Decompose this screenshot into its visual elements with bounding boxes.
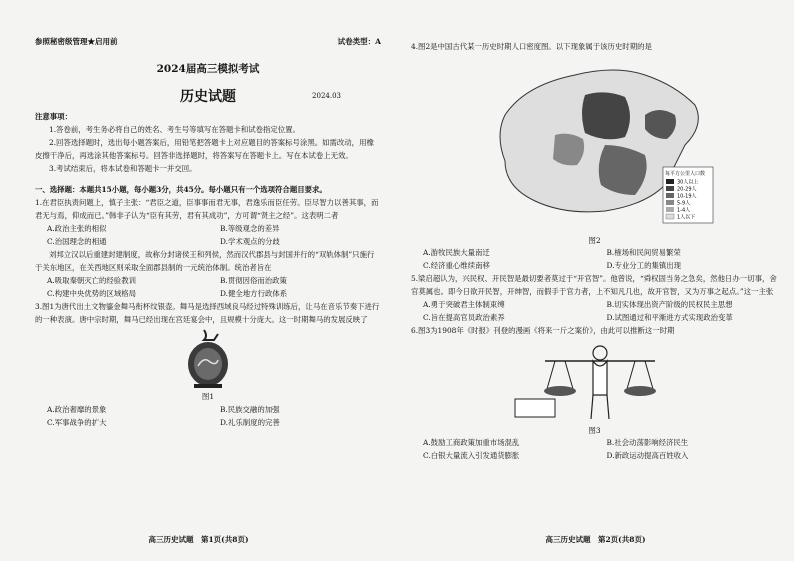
option: C.旨在提高官员政治素养 bbox=[423, 313, 505, 322]
option: A.游牧民族大量南迁 bbox=[423, 248, 490, 257]
figure-caption: 图2 bbox=[588, 236, 601, 245]
legend-item: 30人以上 bbox=[676, 179, 698, 186]
option: A.鼓励工商政策加重市场混乱 bbox=[423, 438, 520, 447]
option: D.试图通过和平渐进方式实现政治变革 bbox=[606, 313, 733, 322]
subject: 历史试题 bbox=[180, 89, 236, 105]
legend-item: 20-29人 bbox=[676, 186, 697, 193]
option: D.新政运动提高百姓收入 bbox=[606, 451, 689, 460]
option: A.勇于突破君主体制束缚 bbox=[423, 300, 505, 309]
option: A.政治主张的相似 bbox=[47, 224, 107, 233]
legend-item: 1人以下 bbox=[676, 214, 695, 221]
option: C.军事战争的扩大 bbox=[47, 418, 107, 427]
question-4: 4.图2是中国古代某一历史时期人口密度图。以下现象属于该历史时期的是 bbox=[411, 42, 652, 51]
option: B.贯彻因俗而治政策 bbox=[220, 276, 287, 285]
option: C.构建中央优势的区域格局 bbox=[47, 289, 137, 298]
page-footer: 高三历史试题 第2页(共8页) bbox=[545, 535, 646, 544]
question-6: 6.图3为1908年《时报》刊登的漫画《将来一斤之案价》，由此可以推断这一时期 bbox=[411, 326, 675, 335]
option: C.白银大量流入引发通货膨胀 bbox=[423, 451, 520, 460]
option: C.经济重心维续南移 bbox=[423, 261, 490, 270]
option: A.吸取秦朝灭亡的经验教训 bbox=[47, 276, 136, 285]
question-3-options bbox=[35, 403, 381, 429]
cartoon-image bbox=[505, 339, 685, 425]
population-density-map bbox=[465, 55, 725, 235]
notice-item: 2.回答选择题时，选出每小题答案后，用铅笔把答题卡上对应题目的答案标号涂黑。如需改动，用橡皮擦干净后，再选涂其他答案标号。回答非选择题时，将答案写在答题卡上。写在本试卷上无效。 bbox=[35, 138, 374, 160]
legend-item: 10-19人 bbox=[676, 193, 697, 200]
option: D.专业分工的集镇出现 bbox=[606, 261, 682, 270]
question-6-options bbox=[411, 436, 778, 462]
question-2-options bbox=[35, 274, 381, 300]
legend-item: 5-9人 bbox=[676, 200, 690, 207]
paper-type: 试卷类型：A bbox=[337, 37, 381, 46]
page-footer: 高三历史试题 第1页(共8页) bbox=[148, 535, 249, 544]
question-3: 3.图1为唐代出土文物鎏金舞马衔杯纹银壶。舞马是选择西域良马经过特殊训练后，让马在音乐节奏下进行的一种表演。唐中宗时期，舞马已经出现在宫廷宴会中，且规模十分庞大。这一时期舞马的发展反映了 bbox=[35, 302, 380, 324]
question-5: 5.梁启超认为，兴民权、开民智是最切要者莫过于“开官智”。他曾说，“舜权固当务之急矣，然他日办一切事，舍官莫属也。即今日欲开民智，开绅智，而假手于官力者，上不知凡几也，故开官智，又为万事之起点。”这一主张 bbox=[411, 274, 777, 296]
question-1: 1.在君臣执责问题上，慎子主张：“君臣之道，臣事事而君无事，君逸乐而臣任劳。臣尽智力以善其事，而君无与焉，仰成而已。”韩非子认为“臣有其劳，君有其成功”，方可谓“贤主之经”。这表明二者 bbox=[35, 198, 379, 220]
figure-1 bbox=[35, 328, 381, 403]
option: A.政治奢靡的景象 bbox=[47, 405, 107, 414]
question-1-options bbox=[35, 222, 381, 248]
option: D.学术观点的分歧 bbox=[220, 237, 280, 246]
silver-pot-image bbox=[180, 328, 236, 390]
option: B.民族交融的加强 bbox=[220, 405, 280, 414]
option: D.礼乐制度的完善 bbox=[220, 418, 280, 427]
page-2 bbox=[397, 0, 794, 561]
page-header bbox=[35, 36, 381, 47]
exam-title: 2024届高三模拟考试 bbox=[156, 63, 260, 75]
legend-item: 1-4人 bbox=[676, 207, 690, 214]
figure-caption: 图3 bbox=[588, 426, 601, 435]
figure-caption: 图1 bbox=[201, 392, 215, 401]
option: B.切实体现出资产阶级的民权民主思想 bbox=[606, 300, 733, 309]
option: B.榷场和民间贸易繁荣 bbox=[606, 248, 681, 257]
question-4-options bbox=[411, 246, 778, 272]
question-2: 刘邦立汉以后重建封建制度，故称分封诸侯王和列侯，然而汉代郡县与封国并行的“双轨体制”只施行于关东地区，在关西地区则采取全面郡县制的一元统治体制。统治者旨在 bbox=[35, 250, 375, 272]
option: B.社会动荡影响经济民生 bbox=[606, 438, 689, 447]
notice-title: 注意事项： bbox=[35, 112, 72, 121]
exam-date: 2024.03 bbox=[312, 92, 341, 100]
legend-title: 每平方公里人口数 bbox=[664, 171, 705, 177]
notice-item: 3.考试结束后，将本试卷和答题卡一并交回。 bbox=[49, 164, 197, 173]
subject-title bbox=[35, 86, 381, 106]
option: C.治国理念的相通 bbox=[47, 237, 107, 246]
notice-item: 1.答卷前，考生务必将自己的姓名、考生号等填写在答题卡和试卷指定位置。 bbox=[49, 125, 300, 134]
figure-3 bbox=[411, 339, 778, 436]
question-5-options bbox=[411, 298, 778, 324]
notice bbox=[35, 110, 381, 429]
section-title: 一、选择题：本题共15小题，每小题3分，共45分。每小题只有一个选项符合题目要求。 bbox=[35, 185, 327, 194]
option: D.健全地方行政体系 bbox=[220, 289, 288, 298]
secret-level: 参照秘密级管理★启用前 bbox=[35, 37, 118, 46]
figure-2 bbox=[411, 55, 778, 246]
option: B.等级观念的差异 bbox=[220, 224, 280, 233]
